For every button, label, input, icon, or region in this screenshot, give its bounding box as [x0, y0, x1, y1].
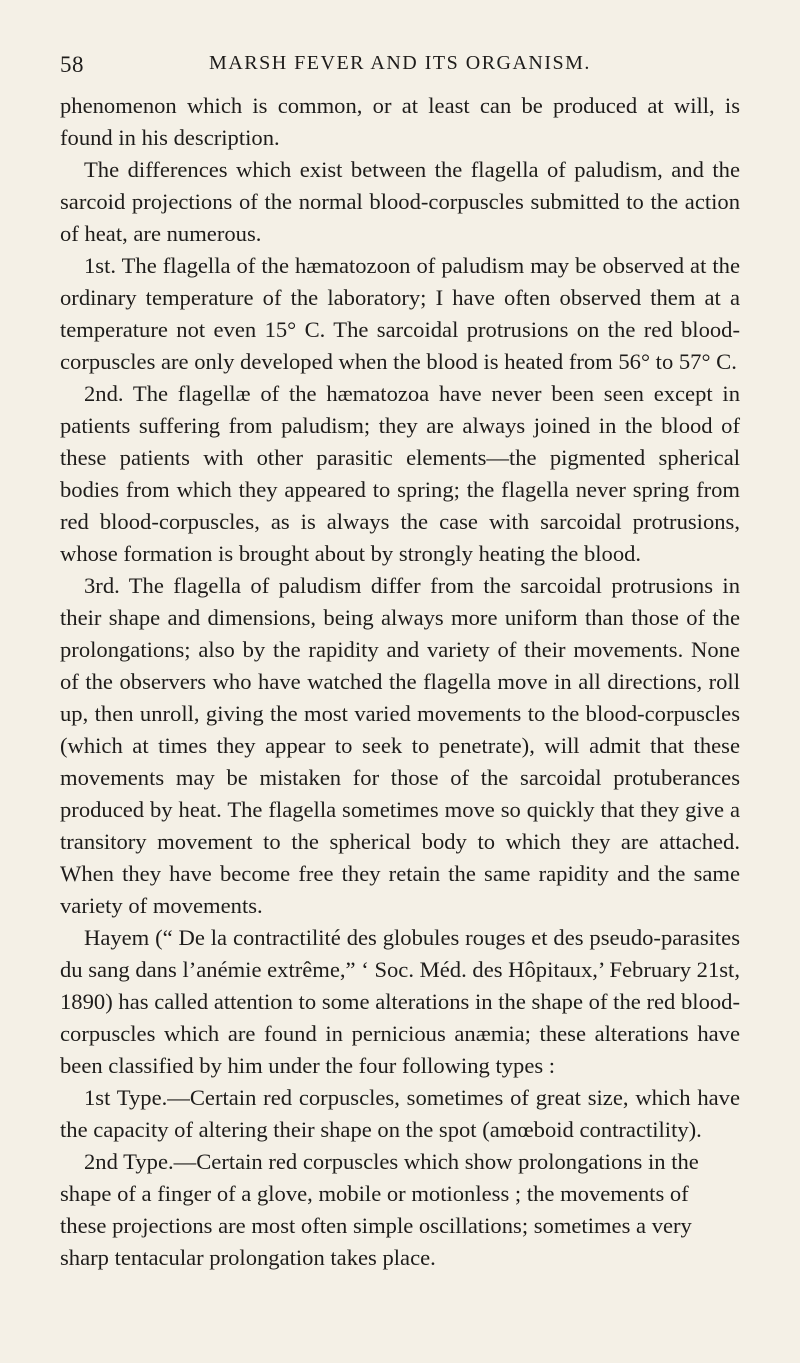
page-header	[60, 52, 740, 86]
paragraph-first-point: 1st. The flagella of the hæmatozoon of paludism may be observed at the ordinary temperature of the laboratory; I have often observed them at a temperature not even 15° C. The sarcoidal protrusions on the red blood-corpuscles are only developed when the blood is heated from 56° to 57° C.	[60, 253, 740, 374]
paragraph-differences: The differences which exist between the flagella of paludism, and the sarcoid projections of the normal blood-corpuscles submitted to the action of heat, are numerous.	[60, 157, 740, 246]
page-number: 58	[60, 52, 84, 77]
paragraph-third-point: 3rd. The flagella of paludism differ from the sarcoidal protrusions in their shape and dimensions, being always more uniform than those of the prolongations; also by the rapidity and variety of their movements. None of the observers who have watched the flagella move in all directions, roll up, then unroll, giving the most varied movements to the blood-corpuscles (which at times they appear to seek to penetrate), will admit that these movements may be mistaken for those of the sarcoidal protuberances produced by heat. The flagella sometimes move so quickly that they give a transitory movement to the spherical body to which they are attached. When they have become free they retain the same rapidity and the same variety of movements.	[60, 573, 740, 918]
paragraph-type-one: 1st Type.—Certain red corpuscles, sometimes of great size, which have the capacity of altering their shape on the spot (amœboid contractility).	[60, 1085, 740, 1142]
running-head: MARSH FEVER AND ITS ORGANISM.	[209, 52, 591, 74]
body-text	[60, 90, 740, 1274]
paragraph-continuation: phenomenon which is common, or at least can be produced at will, is found in his description.	[60, 93, 740, 150]
paragraph-second-point: 2nd. The flagellæ of the hæmatozoa have never been seen except in patients suffering from paludism; they are always joined in the blood of these patients with other parasitic elements—the pigmented spherical bodies from which they appeared to spring; the flagella never spring from red blood-corpuscles, as is always the case with sarcoidal protrusions, whose formation is brought about by strongly heating the blood.	[60, 381, 740, 566]
paragraph-type-two: 2nd Type.—Certain red corpuscles which show prolongations in the shape of a finger of a glove, mobile or motionless ; the movements of these projections are most often simple oscillations; sometimes a very sharp tentacular prolongation takes place.	[60, 1149, 699, 1270]
paragraph-hayem: Hayem (“ De la contractilité des globules rouges et des pseudo-parasites du sang dans l’anémie extrême,” ‘ Soc. Méd. des Hôpitaux,’ February 21st, 1890) has called attention to some alterations in the shape of the red blood-corpuscles which are found in pernicious anæmia; these alterations have been classified by him under the four following types :	[60, 925, 740, 1078]
